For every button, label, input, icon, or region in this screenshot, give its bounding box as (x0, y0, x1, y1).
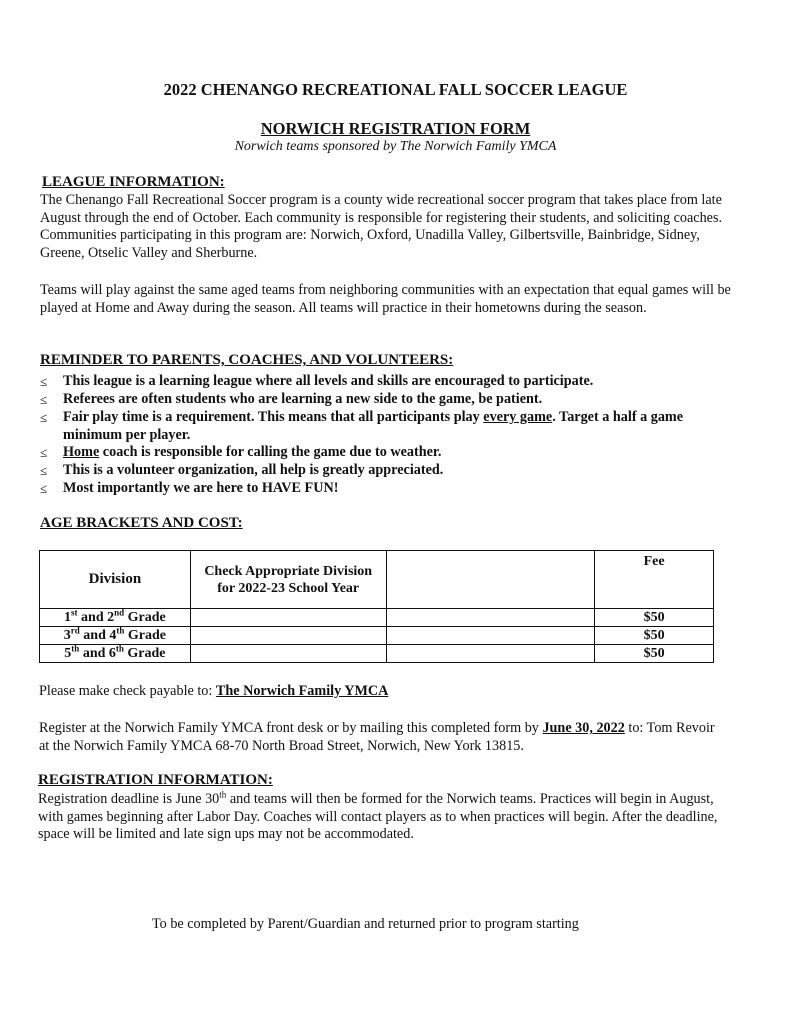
bullet-icon: ≤ (40, 374, 48, 389)
table-row (40, 609, 714, 627)
form-title: NORWICH REGISTRATION FORM (260, 119, 531, 138)
reminder-text: Most importantly we are here to HAVE FUN! (63, 480, 339, 496)
league-info-paragraph-2: Teams will play against the same aged teams from neighboring communities with an expectation that equal games will be played at Home and Away during the season. All teams will practice in their hometowns during the season. (40, 282, 731, 316)
register-instructions: Register at the Norwich Family YMCA front desk or by mailing this completed form by June 30, 2022 to: Tom Revoir at the Norwich Family YMCA 68-70 North Broad Street, Norwich, New York 13815. (39, 720, 715, 754)
footer-note: To be completed by Parent/Guardian and returned prior to program starting (152, 916, 579, 932)
reminder-text: Referees are often students who are learning a new side to the game, be patient. (63, 391, 543, 407)
division-cell: 3rd and 4th Grade (40, 627, 191, 645)
bullet-icon: ≤ (40, 481, 48, 496)
division-header: Division (40, 551, 191, 609)
bullet-icon: ≤ (40, 445, 48, 460)
blank-header-cell (386, 551, 595, 609)
check-cell[interactable] (190, 645, 386, 663)
payment-line: Please make check payable to: The Norwich Family YMCA (39, 683, 389, 699)
division-cell: 1st and 2nd Grade (40, 609, 191, 627)
blank-cell (386, 645, 595, 663)
blank-cell (386, 609, 595, 627)
fee-cell: $50 (595, 627, 714, 645)
fee-header: Fee (595, 551, 714, 609)
document-title: 2022 CHENANGO RECREATIONAL FALL SOCCER LEAGUE (163, 80, 628, 99)
bullet-icon: ≤ (40, 410, 48, 425)
league-info-paragraph-1: The Chenango Fall Recreational Soccer program is a county wide recreational soccer program that takes place from late August through the end of October. Each community is responsible for registering their students, and soliciting coaches. Communities participating in this program are: Norwich, Oxford, Unadilla Valley, Gilbertsville, Bainbridge, Sidney, Greene, Otselic Valley and Sherburne. (40, 192, 723, 261)
age-brackets-table (39, 550, 714, 663)
fee-cell: $50 (595, 609, 714, 627)
table-row (40, 645, 714, 663)
table-row (40, 627, 714, 645)
reminder-text: Fair play time is a requirement. This means that all participants play every game. Target a half a game minimum per player. (63, 409, 684, 443)
home-emphasis: Home (63, 444, 100, 460)
check-cell[interactable] (190, 609, 386, 627)
table-header-row (40, 551, 714, 609)
registration-info-paragraph: Registration deadline is June 30th and teams will then be formed for the Norwich teams. Practices will begin in August, with games beginning after Labor Day. Coaches will contact players as to when practices will begin. After the deadline, space will be limited and late sign ups may not be accommodated. (38, 789, 718, 842)
league-info-heading: LEAGUE INFORMATION: (42, 174, 225, 190)
reminder-heading: REMINDER TO PARENTS, COACHES, AND VOLUNTEERS: (40, 352, 454, 368)
fee-cell: $50 (595, 645, 714, 663)
every-game-emphasis: every game (483, 409, 553, 425)
bullet-icon: ≤ (40, 463, 48, 478)
reminder-text: This league is a learning league where all levels and skills are encouraged to participate. (63, 373, 594, 389)
bullet-icon: ≤ (40, 392, 48, 407)
registration-info-heading: REGISTRATION INFORMATION: (38, 772, 273, 788)
reminder-text: Home coach is responsible for calling the game due to weather. (63, 444, 442, 460)
check-division-header: Check Appropriate Division for 2022-23 School Year (190, 551, 386, 609)
division-cell: 5th and 6th Grade (40, 645, 191, 663)
blank-cell (386, 627, 595, 645)
age-brackets-heading: AGE BRACKETS AND COST: (40, 515, 243, 531)
check-cell[interactable] (190, 627, 386, 645)
reminder-text: This is a volunteer organization, all help is greatly appreciated. (63, 462, 444, 478)
deadline-date: June 30, 2022 (542, 720, 625, 736)
sponsor-subtitle: Norwich teams sponsored by The Norwich Family YMCA (234, 139, 557, 154)
payee-name: The Norwich Family YMCA (215, 683, 389, 699)
